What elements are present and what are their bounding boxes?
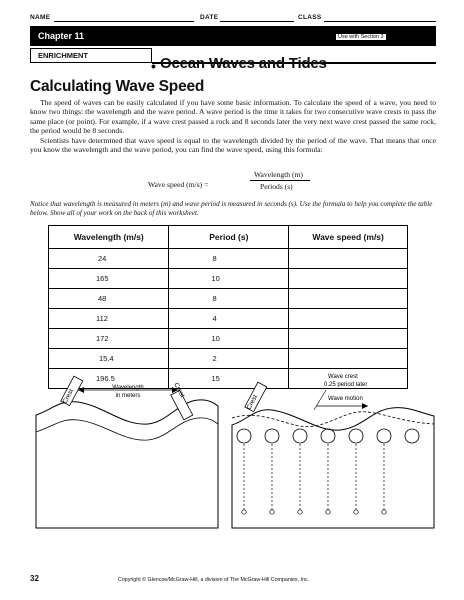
col-header-wave-speed: Wave speed (m/s) xyxy=(289,226,408,249)
wave-crest-label: Wave crest xyxy=(328,374,358,380)
copyright-text: Copyright © Glencoe/McGraw-Hill, a division of The McGraw-Hill Companies, Inc. xyxy=(118,577,310,583)
page-number: 32 xyxy=(30,574,39,583)
instructions-note: Notice that wavelength is measured in meters (m) and wave period is measured in seconds (s). Use the formula to help you complete the table below. Show all of your work on the back of this worksheet. xyxy=(30,200,433,217)
wave-surface xyxy=(232,408,434,528)
period-value: 8 xyxy=(212,294,217,303)
period-value: 8 xyxy=(212,254,217,263)
chapter-label: Chapter 11 xyxy=(38,31,85,41)
enrichment-label: ENRICHMENT xyxy=(38,51,88,60)
paragraph-1: The speed of waves can be easily calculated if you have some basic information. To calculate the speed of a wave, you need to know two things: the wavelength and the wave period. A wave period is the time it takes for two consecutive wave crests to pass the same place (or point). For example, if a wave crest passed a rock and 8 seconds later the very next wave crest passed the same rock, the period would be 8 seconds. xyxy=(30,98,436,136)
date-line xyxy=(220,21,294,22)
wave-speed-cell[interactable] xyxy=(289,309,408,329)
in-meters-label: in meters xyxy=(115,393,141,399)
crest-label-2: Crest xyxy=(172,381,186,399)
main-title: Ocean Waves and Tides xyxy=(160,55,327,72)
class-label: CLASS xyxy=(298,14,322,21)
wave-speed-cell[interactable] xyxy=(289,269,408,289)
wave-speed-cell[interactable] xyxy=(289,329,408,349)
period-cell xyxy=(169,329,289,349)
crest-label-1: Crest xyxy=(61,387,76,405)
wavelength-cell xyxy=(49,249,169,269)
col-header-wavelength: Wavelength (m/s) xyxy=(49,226,169,249)
wavelength-value: 165 xyxy=(96,274,109,283)
wave-surface xyxy=(36,400,218,528)
period-cell xyxy=(169,309,289,329)
table-row xyxy=(49,309,408,329)
crest-label: Crest xyxy=(245,393,260,411)
col-header-period: Period (s) xyxy=(169,226,289,249)
period-cell xyxy=(169,289,289,309)
period-value: 2 xyxy=(212,354,217,363)
table-header-row xyxy=(49,226,408,249)
wavelength-value: 112 xyxy=(96,314,108,323)
use-with-label: Use with Section 3 xyxy=(338,34,384,40)
wave-speed-cell[interactable] xyxy=(289,349,408,369)
class-line xyxy=(324,21,436,22)
period-value: 10 xyxy=(211,274,220,283)
section-title: Calculating Wave Speed xyxy=(30,78,205,95)
period-value: 15 xyxy=(211,374,220,383)
fraction-bar xyxy=(250,180,310,181)
formula-numerator: Wavelength (m) xyxy=(254,170,303,179)
wavelength-cell xyxy=(49,289,169,309)
table-row xyxy=(49,269,408,289)
intro-text xyxy=(30,98,436,154)
wavelength-cell xyxy=(49,269,169,289)
wavelength-value: 172 xyxy=(96,334,109,343)
name-label: NAME xyxy=(30,14,51,21)
period-cell xyxy=(169,269,289,289)
wave-motion-diagram xyxy=(228,370,440,530)
paragraph-2: Scientists have determined that wave speed is equal to the wavelength divided by the period of the wave. That means that once you know the wavelength and the wave period, you can find the wave speed, using this formula: xyxy=(30,135,436,155)
period-value: 4 xyxy=(212,314,217,323)
wave-speed-table xyxy=(48,225,408,389)
wavelength-cell xyxy=(49,329,169,349)
name-line xyxy=(54,21,194,22)
bullet-icon: • xyxy=(151,58,156,74)
period-value: 10 xyxy=(211,334,220,343)
wavelength-label: Wavelength xyxy=(112,385,144,391)
formula-lhs: Wave speed (m/s) = xyxy=(148,180,209,189)
wavelength-value: 24 xyxy=(98,254,107,263)
wavelength-diagram xyxy=(28,370,224,530)
wave-motion-label: Wave motion xyxy=(328,396,363,402)
table-row xyxy=(49,249,408,269)
date-label: DATE xyxy=(200,14,219,21)
wavelength-cell xyxy=(49,309,169,329)
wave-speed-cell[interactable] xyxy=(289,289,408,309)
table-row xyxy=(49,329,408,349)
formula-denominator: Periods (s) xyxy=(260,182,293,191)
wave-speed-cell[interactable] xyxy=(289,249,408,269)
wavelength-cell xyxy=(49,349,169,369)
wavelength-value: 196.5 xyxy=(96,374,115,383)
period-cell xyxy=(169,249,289,269)
table-row xyxy=(49,289,408,309)
period-later-label: 0.25 period later xyxy=(324,382,368,388)
wavelength-value: 48 xyxy=(98,294,107,303)
table-row xyxy=(49,349,408,369)
period-cell xyxy=(169,349,289,369)
wavelength-value: 15.4 xyxy=(99,354,114,363)
